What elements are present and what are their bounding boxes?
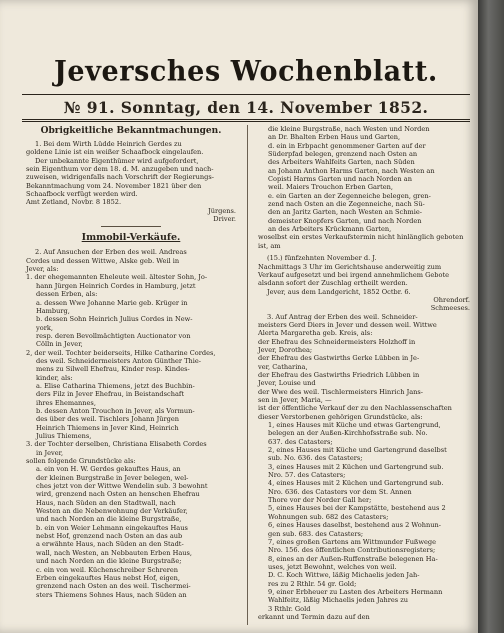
notice-line: goldene Linie ist ein weißer Schaafbock eingelaufen. — [26, 148, 204, 157]
property-line: und nach Norden an die kleine Burgstraße, — [36, 515, 182, 524]
continued-line: zend nach Osten an die Zegenneiche, nach Sü- — [268, 200, 425, 209]
header-rule-top — [22, 94, 470, 95]
second-sale-line: der Wwe des weil. Tischlermeisters Hinrich Jans- — [258, 387, 424, 396]
heir-line: dessen Erben, als: — [36, 290, 98, 299]
item-line: belegen an der Außen-Kirchhofsstraße sub. No. — [268, 429, 428, 438]
item-line: gen sub. 683. des Catasters; — [268, 529, 364, 538]
notice-line: 1. Bei dem Wirth Lüdde Heinrich Gerdes zu — [35, 140, 182, 148]
property-line: nebst Hof, grenzend nach Osten an das aub — [36, 532, 183, 541]
item-line: 9, einer Erbheuer zu Lasten des Arbeiters Hermann — [268, 587, 443, 596]
second-sale-line: der Ehefrau des Gastwirths Friedrich Lübben in — [258, 370, 420, 379]
property-line: c. ein von weil. Küchenschreiber Schreren — [36, 565, 179, 574]
property-line: a erwähnte Haus, nach Süden an den Stadt- — [36, 540, 184, 549]
item-line: Wohnungen sub. 682 des Catasters; — [268, 512, 389, 521]
second-sale-line: 3. Auf Antrag der Erben des weil. Schneider- — [267, 312, 418, 321]
second-sale-line: der Ehefrau des Schneidermeisters Holzhoff in — [258, 337, 416, 346]
continued-line: die kleine Burgstraße, nach Westen und Norden — [268, 125, 430, 133]
newspaper-page — [22, 0, 470, 633]
item-line: Nro. 156. des öffentlichen Contributionsregisters; — [268, 546, 436, 555]
book-edge — [478, 0, 504, 633]
heir-line: des weil. Schneidermeisters Anton Günther Thie- — [36, 356, 202, 365]
continued-line: Süderpfad belegen, grenzend nach Osten an — [268, 150, 418, 159]
continued-line: weil. Maiers Trouchon Erben Garten, — [268, 183, 393, 192]
notice-date: Amt Zetland, Novbr. 8 1852. — [26, 198, 122, 207]
section-rule — [101, 226, 161, 227]
notice-line: sein Eigenthum vor dem 18. d. M. anzugeben und nach- — [26, 165, 214, 174]
item-line: 3 Rthlr. Gold — [268, 604, 311, 613]
continued-line: an des Arbeiters Krückmann Garten, — [268, 225, 392, 234]
item-line: 4, eines Hauses mit 2 Küchen und Gartengrund sub. — [268, 479, 444, 488]
heir-line: Heinrich Thiemens in Jever Kind, Heinrich — [36, 423, 179, 432]
item-line: 1, eines Hauses mit Küche und etwas Gartengrund, — [268, 421, 441, 430]
continued-line: demeister Knopfers Garten, und nach Norden — [268, 216, 422, 225]
property-line: b. ein von Weier Lehmann eingekauftes Haus — [36, 523, 188, 532]
heading-official-notices: Obrigkeitliche Bekanntmachungen. — [40, 126, 222, 136]
terms-line: alsdann sofort der Zuschlag ertheilt werden. — [258, 279, 408, 288]
continued-line: an Dr. Bhalten Erben Haus und Garten, — [268, 133, 401, 142]
item-line: 6, eines Hauses daselbst, bestehend aus 2 Wohnun- — [268, 521, 441, 530]
second-sale-line: ver, Catharina, — [258, 362, 308, 371]
heir-line: mens zu Silwell Ehefrau, Kinder resp. Kindes- — [36, 365, 190, 374]
item-line: Wahlfeitz, läßig Michaelis jeden Jahres zu — [268, 596, 408, 605]
property-line: Haus, nach Süden an den Stadtwall, nach — [36, 498, 176, 507]
continued-line: woselbst ein erstes Verkaufstermin nicht hinlänglich geboten — [258, 233, 464, 242]
second-sale-line: Jever, Louise und — [258, 379, 316, 388]
property-line: sters Thiemens Sohnes Haus, nach Süden an — [36, 590, 187, 599]
continued-line: den an Jaritz Garten, nach Westen an Schmie- — [268, 208, 422, 217]
heading-property-sales: Immobil-Verkäufe. — [81, 232, 181, 244]
heir-line: ders Filz in Jever Ehefrau, in Beistandschaft — [36, 390, 184, 399]
heir-line: kinder, als: — [36, 373, 73, 382]
heir-line: 3. der Tochter derselben, Christiana Elisabeth Cordes — [26, 440, 207, 449]
issue-line: № 91. Sonntag, den 14. November 1852. — [63, 98, 429, 117]
heir-line: resp. deren Bevollmächtigten Auctionator von — [36, 331, 191, 340]
auction-date: (15.) fünfzehnten November d. J. — [267, 254, 377, 263]
notice-line: Schaafbock verfügt werden wird. — [26, 190, 138, 199]
notice-signature-2: Driver. — [213, 215, 236, 224]
second-sale-line: ist der öffentliche Verkauf der zu den Nachlassenschaften — [258, 404, 452, 413]
second-sale-line: Jever, Dorothea; — [258, 345, 313, 354]
notice-line: zuweisen, widrigenfalls nach Vorschrift der Regierungs- — [26, 173, 214, 182]
property-line: wall, nach Westen, an Nebbauten Erben Haus, — [36, 548, 193, 557]
property-line: der kleinen Burgstraße in Jever belegen, wel- — [36, 473, 189, 482]
heir-line: Hamburg, — [36, 306, 70, 315]
property-line: sollen folgende Grundstücke als: — [26, 457, 136, 466]
header-rule-bottom-2 — [22, 121, 470, 122]
second-sale-line: der Ehefrau des Gastwirths Gerke Lübben in Je- — [258, 354, 420, 363]
heir-line: Julius Thiemens, — [36, 432, 92, 440]
notice-line: Bekanntmachung vom 24. November 1821 über den — [26, 181, 202, 190]
properties-list — [26, 457, 236, 599]
heir-line: hann Jürgen Heinrich Cordes in Hamburg, jetzt — [36, 281, 196, 290]
second-sale-line: meisters Gerd Diers in Jever und dessen weil. Wittwe — [258, 320, 437, 329]
heir-line: des über des weil. Tischlers Johann Jürgen — [36, 415, 180, 424]
property-line: Erben eingekauftes Haus nebst Hof, eigen, — [36, 573, 180, 582]
item-line: Thore vor der Norder Gall her; — [268, 496, 372, 505]
item-line: 2, eines Hauses mit Küche und Gartengrund daselbst — [268, 446, 447, 455]
continued-line: ist, am — [258, 241, 281, 250]
item-line: D. C. Koch Wittwe, läßig Michaelis jeden Jah- — [268, 571, 420, 580]
heirs-list — [26, 273, 236, 457]
sale-signature: Ohrendorf. — [433, 295, 470, 304]
item-line: 637. des Catasters; — [268, 437, 333, 446]
terms-line: Nachmittags 3 Uhr im Gerichtshause anderweitig zum — [258, 262, 442, 271]
property-line: Westen an die Nebenwohnung der Verkäufer, — [36, 507, 188, 516]
sale-terms — [258, 263, 470, 296]
property-line: wird, grenzend nach Osten an henschen Ehefrau — [36, 490, 200, 499]
sale-signature-2: Schmeeses. — [430, 304, 470, 313]
property-line: und nach Norden an die kleine Burgstraße; — [36, 557, 182, 566]
heir-line: 1. der ehegemannten Eheleute weil. ältester Sohn, Jo- — [26, 273, 208, 282]
heir-line: a. dessen Wwe Johanne Marie geb. Krüger in — [36, 298, 188, 307]
item-line: sub. No. 636. des Catasters; — [268, 454, 363, 463]
second-sale — [258, 313, 470, 421]
item-line: res zu 2 Rthlr. 54 gr. Gold; — [268, 579, 357, 588]
notice-signature: Jürgens. — [208, 206, 236, 215]
second-sale-line: dieser Verstorbenen gehörigen Grundstücke, als: — [258, 412, 423, 421]
right-column — [258, 125, 470, 621]
item-line: uses, jetzt Bewohnt, welches von weil. — [268, 562, 397, 571]
item-line: Nro. 57. des Catasters; — [268, 471, 346, 480]
continued-line: an Johann Anthon Harms Garten, nach Westen an — [268, 166, 435, 175]
item-line: erkannt und Termin dazu auf den — [258, 612, 370, 621]
sales-line: Cordes und dessen Wittwe, Alske geb. Weil in — [26, 256, 180, 265]
second-sale-line: Alerta Margaretha geb. Kreis, als: — [258, 329, 373, 338]
left-column — [26, 125, 236, 599]
item-line: 5, eines Hauses bei der Kampstätte, bestehend aus 2 — [268, 504, 446, 513]
heir-line: Cölln in Jever, — [36, 340, 83, 349]
item-line: 3, eines Hauses mit 2 Küchen und Gartengrund sub. — [268, 462, 444, 471]
header-rule-bottom — [22, 119, 470, 120]
column-divider — [247, 125, 248, 625]
sales-line: 2. Auf Ansuchen der Erben des weil. Andreas — [35, 248, 187, 257]
heir-line: 2, der weil. Tochter beiderseits, Hilke Catharine Cordes, — [26, 348, 216, 357]
property-line: grenzend nach Osten an des weil. Tischermei- — [36, 582, 191, 591]
item-line: 7, eines großen Gartens am Wittmunder Fußwege — [268, 537, 437, 546]
property-items — [258, 421, 470, 621]
property-line: ches jetzt von der Wittwe Wendelin sub. 3 bewohnt — [36, 482, 208, 491]
continued-line: e. ein Garten an der Zegenneiche belegen, gren- — [268, 191, 431, 200]
property-line: a. ein von H. W. Gerdes gekauftes Haus, an — [36, 465, 181, 474]
heir-line: ihres Ehemannes, — [36, 398, 96, 407]
item-line: Nro. 636. des Catasters vor dem St. Annen — [268, 487, 412, 496]
notice-line: Der unbekannte Eigenthümer wird aufgefordert, — [35, 156, 199, 165]
heir-line: a. Elise Catharina Thiemens, jetzt des Buchbin- — [36, 381, 195, 390]
continued-line: d. ein in Erbpacht genommener Garten auf der — [268, 141, 426, 150]
continued-line: des Arbeiters Wahlfeits Garten, nach Süden — [268, 158, 415, 167]
heir-line: b. dessen Sohn Heinrich Julius Cordes in New- — [36, 315, 193, 324]
item-line: 8, eines an der Außen-Ruffenstraße belegenen Ha- — [268, 554, 438, 563]
continued-line: Copisti Harms Garten und nach Norden an — [268, 175, 412, 184]
heir-line: b. dessen Anton Trouchon in Jever, als Vormun- — [36, 406, 195, 415]
heir-line: in Jever, — [36, 448, 64, 457]
sales-line: Jever, als: — [26, 265, 59, 274]
terms-line: Verkauf aufgesetzt und bei irgend annehmlichem Gebote — [258, 270, 450, 279]
continued-list — [258, 125, 470, 250]
second-sale-line: sen in Jever, Maria, — — [258, 396, 332, 404]
masthead: Jeversches Wochenblatt. — [54, 55, 438, 88]
terms-line: Jever, aus dem Landgericht, 1852 Octbr. 6. — [267, 287, 411, 296]
heir-line: york, — [36, 323, 53, 332]
